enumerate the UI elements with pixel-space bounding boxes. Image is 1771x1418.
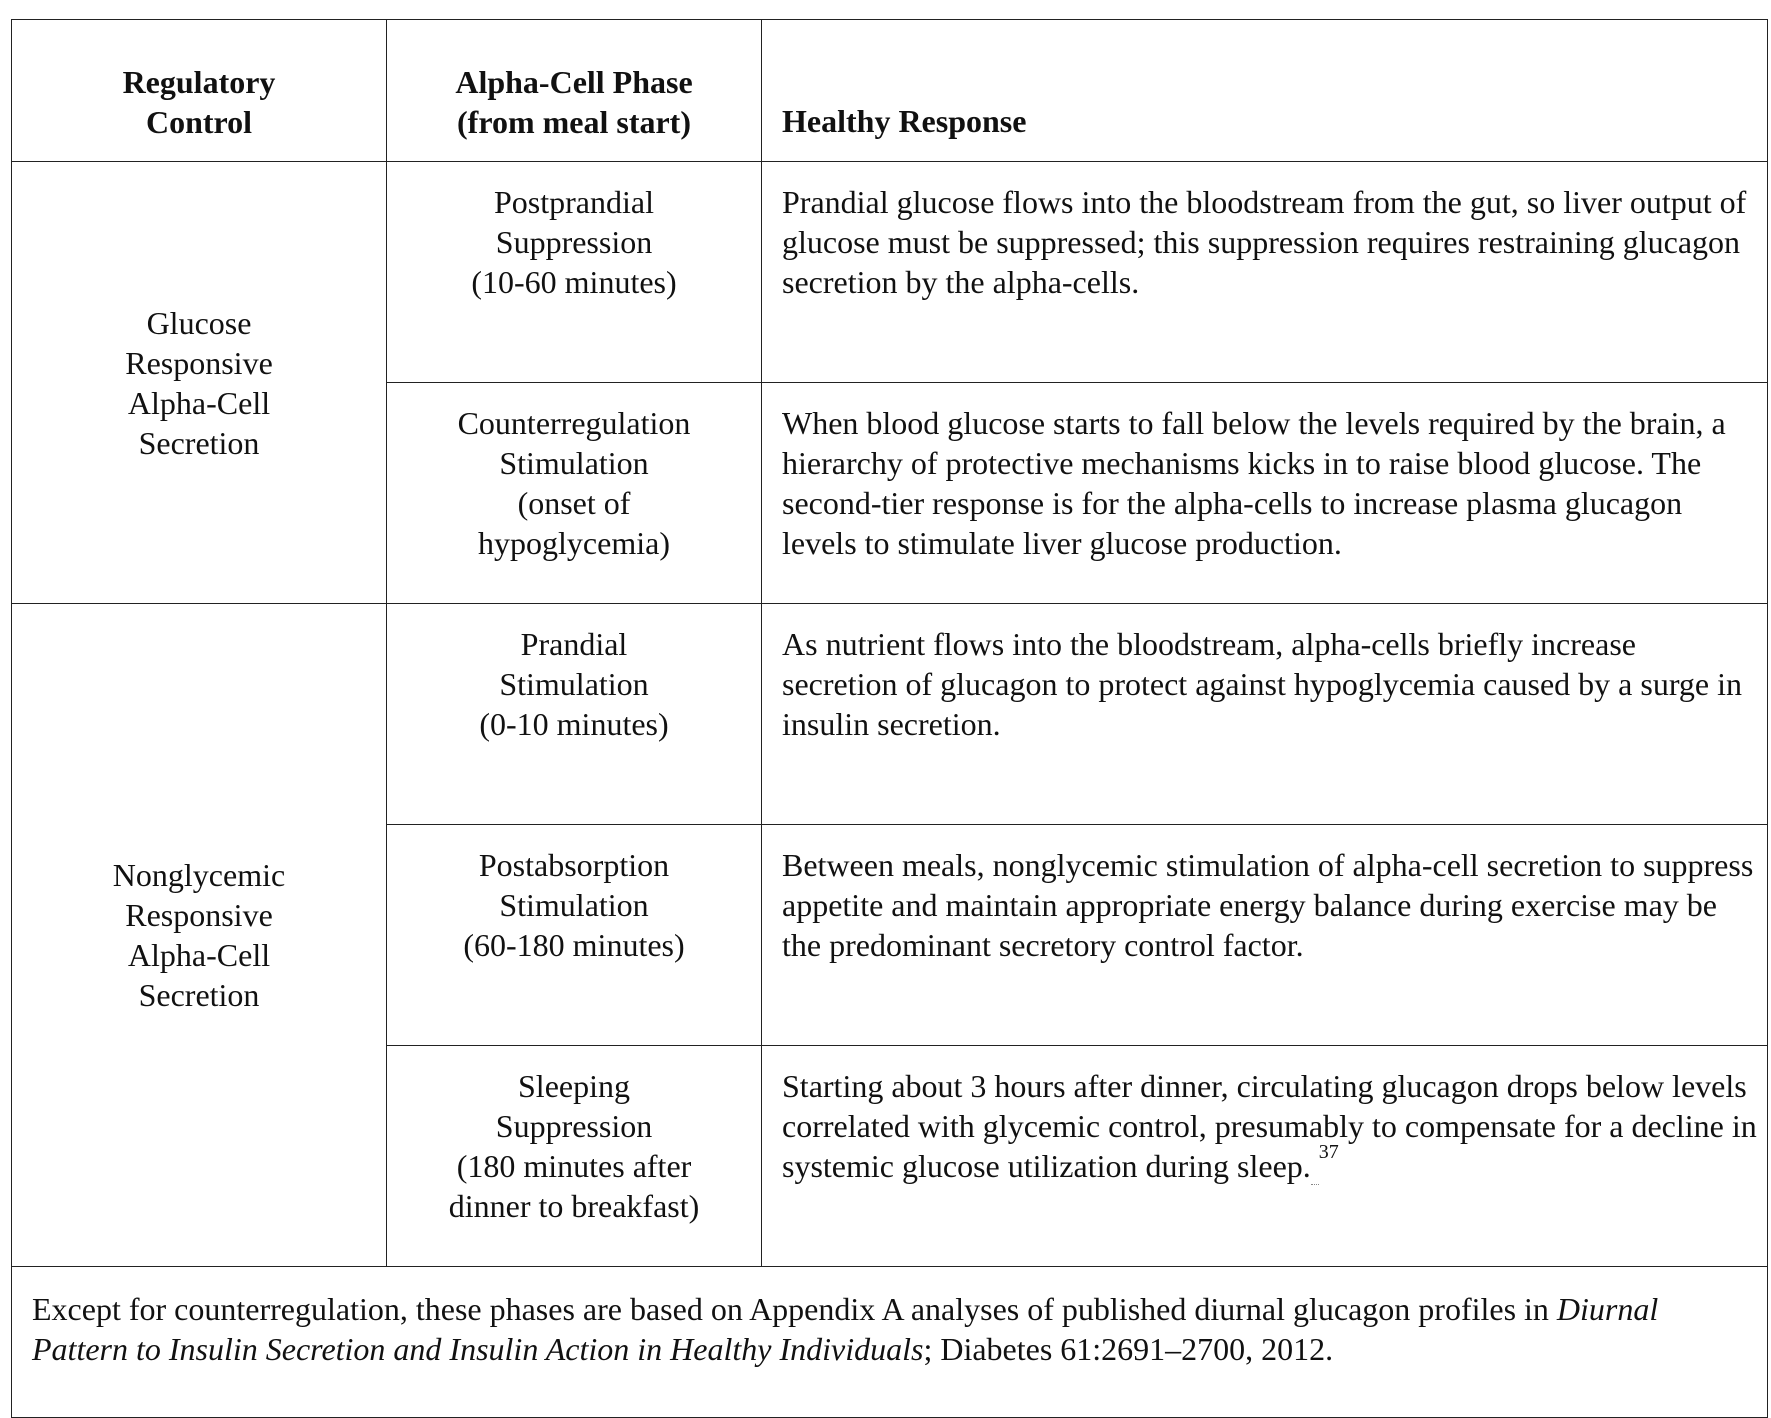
cell-text: Responsive [125, 897, 273, 933]
response-cell: Between meals, nonglycemic stimulation of alpha-cell secretion to suppress appetite and maintain appropriate energy balance during exercise may be the predominant secretory control factor. [762, 825, 1768, 1046]
note-citation-title: Diurnal Pattern to Insulin Secretion and Insulin Action in Healthy Individuals [32, 1291, 1659, 1367]
cell-text: Secretion [138, 424, 260, 461]
regulatory-control-cell [12, 162, 387, 604]
cell-text: Counterregulation [457, 405, 691, 441]
header-text: (from meal start) [457, 103, 691, 140]
cell-text: Suppression [495, 224, 653, 260]
regulatory-control-cell [12, 604, 387, 1267]
cell-text: Secretion [138, 977, 260, 1013]
cell-text: Suppression [495, 1108, 653, 1144]
phase-cell [387, 1046, 762, 1267]
cell-text: hypoglycemia) [478, 525, 670, 561]
cell-text: Responsive [125, 344, 273, 381]
cell-text: Sleeping [518, 1068, 630, 1104]
cell-text: Stimulation [499, 887, 649, 923]
response-cell: When blood glucose starts to fall below the levels required by the brain, a hierarchy of protective mechanisms kicks in to raise blood glucose. The second-tier response is for the alpha-cells to increase plasma glucagon levels to stimulate liver glucose production. [762, 383, 1768, 604]
cell-text: Postabsorption [478, 847, 670, 883]
note-text: ; Diabetes 61:2691–2700, 2012. [923, 1331, 1334, 1367]
cell-text: Glucose [146, 304, 252, 341]
cell-text: Stimulation [499, 666, 649, 702]
cell-text: (10-60 minutes) [471, 264, 677, 300]
header-text: Control [145, 103, 253, 140]
cell-text: Nonglycemic [112, 857, 286, 893]
phase-cell [387, 604, 762, 825]
phase-cell [387, 162, 762, 383]
alpha-cell-phase-table [11, 19, 1768, 1418]
header-alpha-cell-phase [387, 20, 762, 162]
table-row [12, 162, 1768, 383]
header-text: Alpha-Cell Phase [455, 63, 693, 100]
header-healthy-response: Healthy Response [762, 20, 1768, 162]
note-row [12, 1267, 1768, 1418]
cell-text: Starting about 3 hours after dinner, circulating glucagon drops below levels correlated with glycemic control, presumably to compensate for a decline in systemic glucose utilization during sleep. [782, 1068, 1757, 1184]
phase-cell [387, 383, 762, 604]
table-note [12, 1267, 1768, 1418]
footnote-reference[interactable]: 37 [1318, 1141, 1339, 1163]
cell-text: Prandial [520, 626, 628, 662]
cell-text: Alpha-Cell [127, 937, 271, 973]
header-row [12, 20, 1768, 162]
cell-text: (60-180 minutes) [463, 927, 685, 963]
header-regulatory-control [12, 20, 387, 162]
note-text: Except for counterregulation, these phases are based on Appendix A analyses of published diurnal glucagon profiles in [32, 1291, 1557, 1327]
cell-text: dinner to breakfast) [448, 1188, 700, 1224]
cell-text: Alpha-Cell [127, 384, 271, 421]
cell-text: (180 minutes after [456, 1148, 692, 1184]
response-cell: Prandial glucose flows into the bloodstream from the gut, so liver output of glucose must be suppressed; this suppression requires restraining glucagon secretion by the alpha-cells. [762, 162, 1768, 383]
response-cell [762, 1046, 1768, 1267]
table-row [12, 604, 1768, 825]
header-text: Regulatory [122, 63, 276, 100]
phase-cell [387, 825, 762, 1046]
cell-text: Stimulation [499, 445, 649, 481]
response-cell: As nutrient flows into the bloodstream, alpha-cells briefly increase secretion of glucagon to protect against hypoglycemia caused by a surge in insulin secretion. [762, 604, 1768, 825]
cell-text: Postprandial [494, 184, 654, 220]
cell-text: (0-10 minutes) [479, 706, 669, 742]
cell-text: (onset of [517, 485, 631, 521]
